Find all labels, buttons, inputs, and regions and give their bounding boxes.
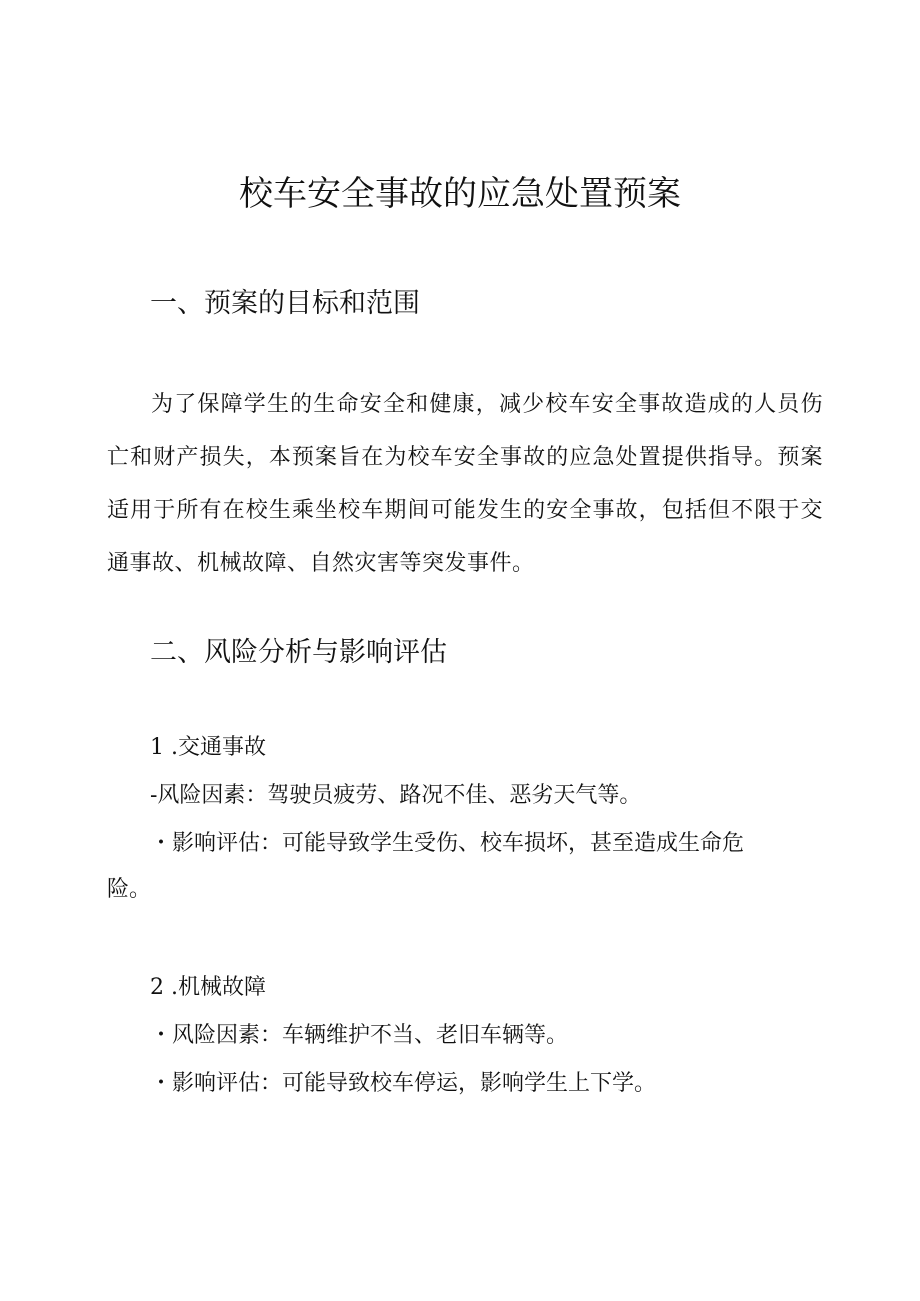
document-title: 校车安全事故的应急处置预案	[239, 174, 681, 214]
item-impact-traffic-accident: ・影响评估：可能导致学生受伤、校车损坏，甚至造成生命危险。	[107, 831, 745, 902]
item-risk-traffic-accident: -风险因素：驾驶员疲劳、路况不佳、恶劣天气等。	[150, 783, 642, 808]
item-title-traffic-accident: 1 .交通事故	[150, 735, 266, 760]
section-heading-risk-analysis: 二、风险分析与影响评估	[150, 637, 447, 668]
section-paragraph-goals: 为了保障学生的生命安全和健康，减少校车安全事故造成的人员伤亡和财产损失，本预案旨在为校车安全事故的应急处置提供指导。预案适用于所有在校生乘坐校车期间可能发生的安全事故，包括但不限于交通事故、机械故障、自然灾害等突发事件。	[107, 392, 823, 576]
item-title-mechanical-failure: 2 .机械故障	[150, 975, 266, 1000]
section-heading-goals: 一、预案的目标和范围	[150, 288, 420, 319]
item-risk-mechanical-failure: ・风险因素：车辆维护不当、老旧车辆等。	[150, 1023, 569, 1048]
item-impact-mechanical-failure: ・影响评估：可能导致校车停运，影响学生上下学。	[150, 1071, 657, 1096]
